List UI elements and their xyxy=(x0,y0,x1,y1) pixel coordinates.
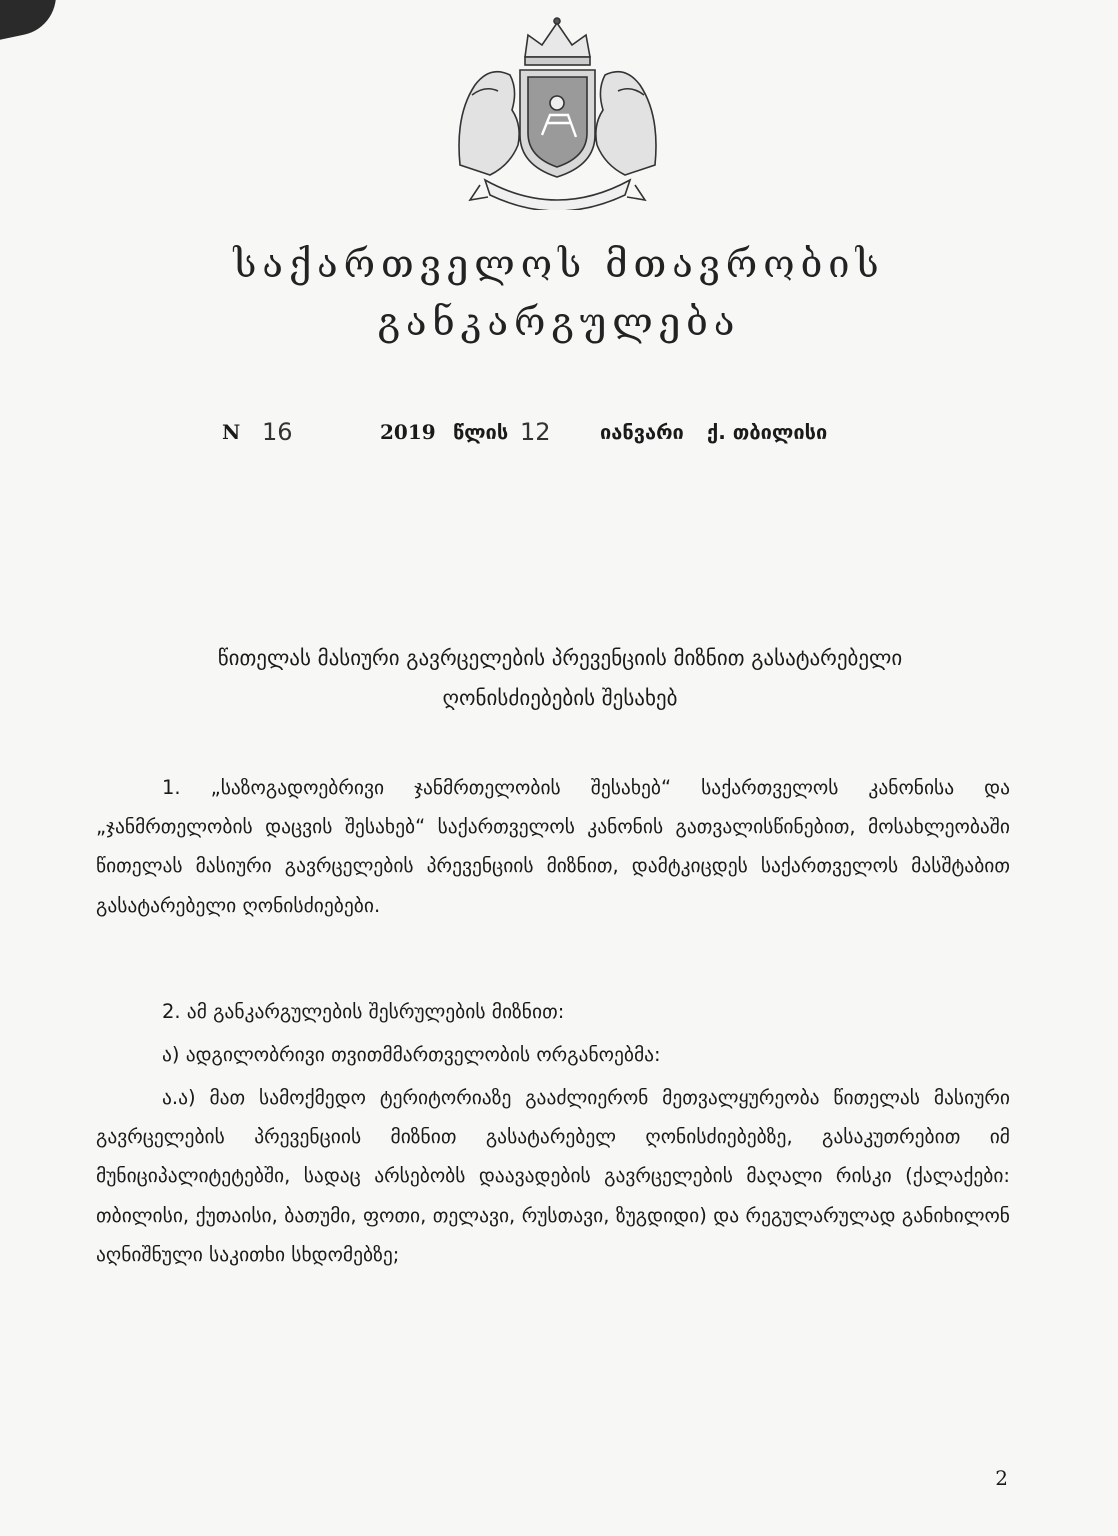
scan-corner-mark xyxy=(0,0,63,41)
year-value: 2019 xyxy=(380,420,436,444)
number-label: N xyxy=(222,420,241,444)
paragraph-2: 2. ამ განკარგულების შესრულების მიზნით: xyxy=(162,1000,565,1023)
subject-line2: ღონისძიებების შესახებ xyxy=(442,686,678,710)
paragraph-2a: ა) ადგილობრივი თვითმმართველობის ორგანოებმა: xyxy=(162,1043,661,1066)
document-subject xyxy=(120,638,1000,718)
document-meta-row xyxy=(0,420,1118,450)
place-value: ქ. თბილისი xyxy=(707,420,828,444)
month-value: იანვარი xyxy=(600,420,684,444)
paragraph-1: 1. „საზოგადოებრივი ჯანმრთელობის შესახებ“ საქართველოს კანონისა და „ჯანმრთელობის დაცვის შესახებ“ საქართველოს კანონის გათვალისწინებით, მოსახლეობაში წითელას მასიური გავრცელების პრევენციის მიზნით, დამტკიცდეს საქართველოს მასშტაბით გასატარებელი ღონისძიებები. xyxy=(96,776,1010,917)
day-value: 12 xyxy=(520,418,551,446)
paragraph-2a-a: ა.ა) მათ სამოქმედო ტერიტორიაზე გააძლიერონ მეთვალყურეობა წითელას მასიური გავრცელების პრევენციის მიზნით გასატარებელ ღონისძიებებზე, გასაკუთრებით იმ მუნიციპალიტეტებში, სადაც არსებობს დაავადების გავრცელების მაღალი რისკი (ქალაქები: თბილისი, ქუთაისი, ბათუმი, ფოთი, თელავი, რუსთავი, ზუგდიდი) და რეგულარულად განიხილონ აღნიშნული საკითხი სხდომებზე; xyxy=(96,1086,1010,1266)
year-word: წლის xyxy=(453,420,509,444)
document-heading-line1: საქართველოს მთავრობის xyxy=(233,242,885,286)
page-number: 2 xyxy=(995,1466,1008,1490)
coat-of-arms-icon xyxy=(450,15,665,210)
number-value: 16 xyxy=(262,418,293,446)
document-heading-line2: განკარგულება xyxy=(377,300,741,344)
subject-line1: წითელას მასიური გავრცელების პრევენციის მიზნით გასატარებელი xyxy=(217,646,903,670)
